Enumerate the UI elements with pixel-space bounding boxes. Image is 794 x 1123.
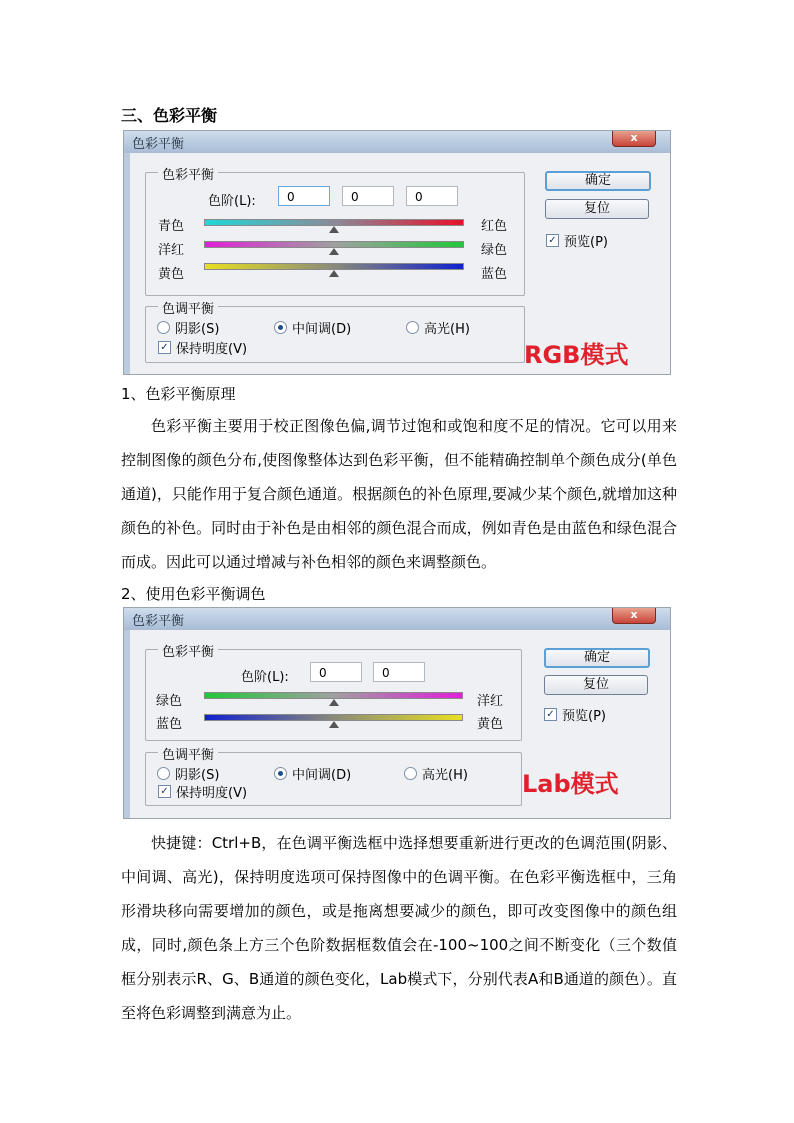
level-field-2[interactable]: 0: [342, 186, 394, 206]
reset-button[interactable]: 复位: [545, 199, 649, 219]
shadows-radio[interactable]: [157, 767, 170, 780]
slider-thumb[interactable]: [329, 248, 339, 255]
level-field-1[interactable]: 0: [310, 662, 362, 682]
title-bar: [124, 608, 670, 630]
slider-right-label: 绿色: [481, 243, 508, 258]
midtones-radio[interactable]: [274, 321, 287, 334]
title-bar: [124, 131, 670, 153]
levels-label: 色阶(L):: [208, 194, 256, 209]
heading-2: 2、使用色彩平衡调色: [121, 585, 266, 603]
slider-right-label: 洋红: [477, 694, 504, 709]
shadows-radio[interactable]: [157, 321, 170, 334]
slider-left-label: 黄色: [158, 267, 185, 282]
group-legend: 色彩平衡: [158, 641, 218, 660]
close-button[interactable]: x: [612, 131, 656, 147]
slider-thumb[interactable]: [329, 699, 339, 706]
slider-right-label: 红色: [481, 219, 508, 234]
slider-right-label: 黄色: [477, 717, 504, 732]
highlights-label: 高光(H): [422, 768, 468, 783]
paragraph-1: 色彩平衡主要用于校正图像色偏,调节过饱和或饱和度不足的情况。它可以用来控制图像的颜色分布,使图像整体达到色彩平衡，但不能精确控制单个颜色成分(单色通道)，只能作用于复合颜色通道。根据颜色的补色原理,要减少某个颜色,就增加这种颜色的补色。同时由于补色是由相邻的颜色混合而成，例如青色是由蓝色和绿色混合而成。因此可以通过增减与补色相邻的颜色来调整颜色。: [121, 417, 677, 571]
section-heading: 三、色彩平衡: [121, 106, 218, 125]
group-legend: 色调平衡: [158, 744, 218, 763]
close-button[interactable]: x: [612, 608, 656, 624]
slider-left-label: 洋红: [158, 243, 185, 258]
highlights-radio[interactable]: [406, 321, 419, 334]
dialog-title: 色彩平衡: [132, 614, 185, 629]
dialog-title: 色彩平衡: [132, 137, 185, 152]
preview-checkbox[interactable]: ✓: [544, 708, 557, 721]
level-field-2[interactable]: 0: [373, 662, 425, 682]
color-balance-dialog-rgb: [123, 130, 671, 375]
midtones-label: 中间调(D): [292, 768, 352, 783]
magenta-green-bar: [204, 241, 464, 248]
yellow-blue-bar: [204, 263, 464, 270]
blue-yellow-bar: [204, 714, 463, 721]
levels-label: 色阶(L):: [241, 670, 289, 685]
midtones-label: 中间调(D): [292, 322, 352, 337]
highlights-label: 高光(H): [424, 322, 470, 337]
ok-button[interactable]: 确定: [544, 648, 650, 668]
mode-label: Lab模式: [522, 770, 619, 798]
preserve-luminosity-label: 保持明度(V): [176, 786, 248, 801]
shadows-label: 阴影(S): [175, 768, 220, 783]
preserve-luminosity-checkbox[interactable]: ✓: [158, 785, 171, 798]
preserve-luminosity-label: 保持明度(V): [176, 342, 248, 357]
green-magenta-bar: [204, 692, 463, 699]
midtones-radio[interactable]: [274, 767, 287, 780]
shadows-label: 阴影(S): [175, 322, 220, 337]
slider-thumb[interactable]: [329, 226, 339, 233]
slider-thumb[interactable]: [329, 721, 339, 728]
preview-checkbox[interactable]: ✓: [546, 234, 559, 247]
preview-label: 预览(P): [564, 235, 608, 250]
preview-label: 预览(P): [562, 709, 606, 724]
window-edge: [124, 153, 130, 374]
cyan-red-bar: [204, 219, 464, 226]
color-balance-group: [145, 168, 525, 296]
group-legend: 色彩平衡: [158, 164, 218, 183]
color-balance-dialog-lab: [123, 607, 671, 819]
window-edge: [124, 630, 130, 818]
slider-thumb[interactable]: [329, 270, 339, 277]
preserve-luminosity-checkbox[interactable]: ✓: [158, 341, 171, 354]
highlights-radio[interactable]: [404, 767, 417, 780]
heading-1: 1、色彩平衡原理: [121, 385, 236, 403]
level-field-1[interactable]: 0: [278, 186, 330, 206]
slider-right-label: 蓝色: [481, 267, 508, 282]
group-legend: 色调平衡: [158, 298, 218, 317]
slider-left-label: 绿色: [156, 694, 183, 709]
ok-button[interactable]: 确定: [545, 171, 651, 191]
mode-label: RGB模式: [524, 341, 629, 369]
paragraph-2: 快捷键：Ctrl+B，在色调平衡选框中选择想要重新进行更改的色调范围(阴影、中间调、高光)，保持明度选项可保持图像中的色调平衡。在色彩平衡选框中，三角形滑块移向需要增加的颜色，或是拖离想要减少的颜色，即可改变图像中的颜色组成，同时,颜色条上方三个色阶数据框数值会在-100~100之间不断变化（三个数值框分别表示R、G、B通道的颜色变化，Lab模式下，分别代表A和B通道的颜色）。直至将色彩调整到满意为止。: [121, 834, 677, 1022]
slider-left-label: 蓝色: [156, 717, 183, 732]
slider-left-label: 青色: [158, 219, 185, 234]
reset-button[interactable]: 复位: [544, 675, 648, 695]
level-field-3[interactable]: 0: [406, 186, 458, 206]
